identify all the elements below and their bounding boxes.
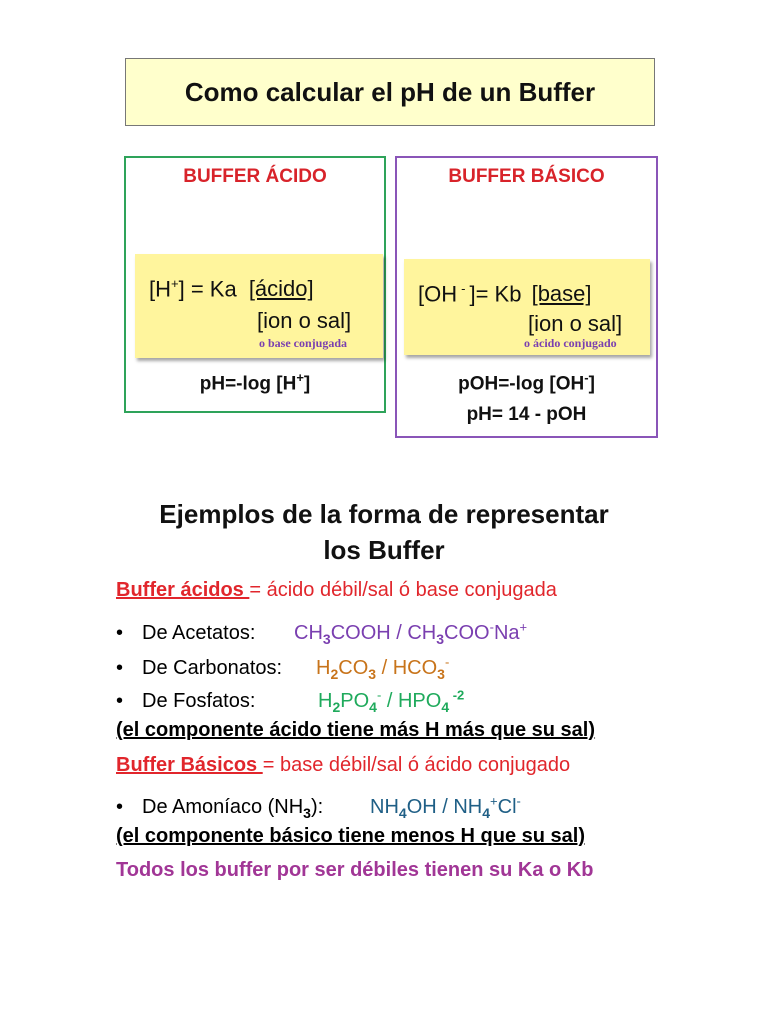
acid-numerator: [ácido] xyxy=(248,276,314,302)
amoniaco-formula: $NH_4OH / NH_4^+Cl^-$ xyxy=(370,793,521,821)
base-lhs-sup: - xyxy=(461,281,466,296)
acid-lhs-sup: + xyxy=(171,276,179,291)
base-denominator: [ion o sal] xyxy=(528,311,623,336)
base-buffer-heading: Buffer Básicos xyxy=(116,754,263,776)
base-buffer-panel xyxy=(395,156,658,438)
base-lhs-end: ]= Kb xyxy=(469,281,522,307)
page-title xyxy=(125,58,655,126)
base-panel-title: BUFFER BÁSICO xyxy=(448,166,605,187)
acid-ph-sup: + xyxy=(296,370,304,385)
bullet-icon: • xyxy=(116,689,124,712)
examples-title-line2: los Buffer xyxy=(323,535,445,565)
carbonatos-formula: $H_2CO_3 / HCO_3^-$ xyxy=(316,654,450,682)
bullet-icon: • xyxy=(116,795,124,818)
example-acetatos xyxy=(116,613,527,653)
example-amoniaco xyxy=(116,787,521,827)
base-poh-sup: - xyxy=(584,370,589,385)
base-buffer-def: = base débil/sal ó ácido conjugado xyxy=(262,754,571,776)
amoniaco-label: De Amoníaco $(NH_3)$: xyxy=(142,795,324,821)
acid-ph-prefix: pH=-log [H xyxy=(199,373,297,395)
base-poh-formula xyxy=(397,370,656,395)
acid-lhs-text: [H xyxy=(149,276,171,302)
acid-denominator: [ion o sal] xyxy=(257,308,352,333)
fosfatos-formula: $H_2PO_4^- / HPO_4$ $^{-2}$ xyxy=(318,687,465,715)
base-numerator: [base] xyxy=(531,281,592,307)
base-poh-suffix: ] xyxy=(588,373,595,395)
base-formula-box xyxy=(404,259,650,355)
acid-panel-title: BUFFER ÁCIDO xyxy=(183,166,327,187)
acid-buffer-definition xyxy=(116,576,557,604)
page-title-text: Como calcular el pH de un Buffer xyxy=(184,76,596,107)
examples-title-line1: Ejemplos de la forma de representar xyxy=(159,499,609,529)
closing-statement: Todos los buffer por ser débiles tienen su Ka o Kb xyxy=(116,859,594,881)
acid-formula-lhs xyxy=(149,276,314,302)
acid-rule: (el componente ácido tiene más H más que su sal) xyxy=(116,719,596,741)
base-buffer-definition xyxy=(116,751,570,779)
acid-lhs-end: ] = Ka xyxy=(178,276,237,302)
acid-note: o base conjugada xyxy=(259,336,348,350)
base-ph-formula: pH= 14 - pOH xyxy=(466,404,587,425)
fosfatos-label: De Fosfatos: xyxy=(142,689,256,712)
acid-buffer-def: = ácido débil/sal ó base conjugada xyxy=(249,579,557,601)
acid-buffer-heading: Buffer ácidos xyxy=(116,579,250,601)
base-poh-prefix: pOH=-log [OH xyxy=(458,373,585,395)
acid-ph-formula xyxy=(126,370,384,395)
acid-formula-box xyxy=(135,254,383,358)
carbonatos-label: De Carbonatos: xyxy=(142,656,283,679)
acetatos-label: De Acetatos: xyxy=(142,621,256,644)
acid-buffer-panel xyxy=(124,156,386,413)
acid-ph-suffix: ] xyxy=(303,373,311,395)
base-note: o ácido conjugado xyxy=(524,336,617,350)
bullet-icon: • xyxy=(116,621,124,644)
base-rule: (el componente básico tiene menos H que su sal) xyxy=(116,825,585,847)
base-formula-lhs xyxy=(418,281,592,307)
base-lhs-text: [OH xyxy=(418,281,458,307)
bullet-icon: • xyxy=(116,656,124,679)
acetatos-formula: $CH_3COOH / CH_3COO^-Na^+$ xyxy=(294,619,528,647)
example-fosfatos xyxy=(116,681,464,721)
